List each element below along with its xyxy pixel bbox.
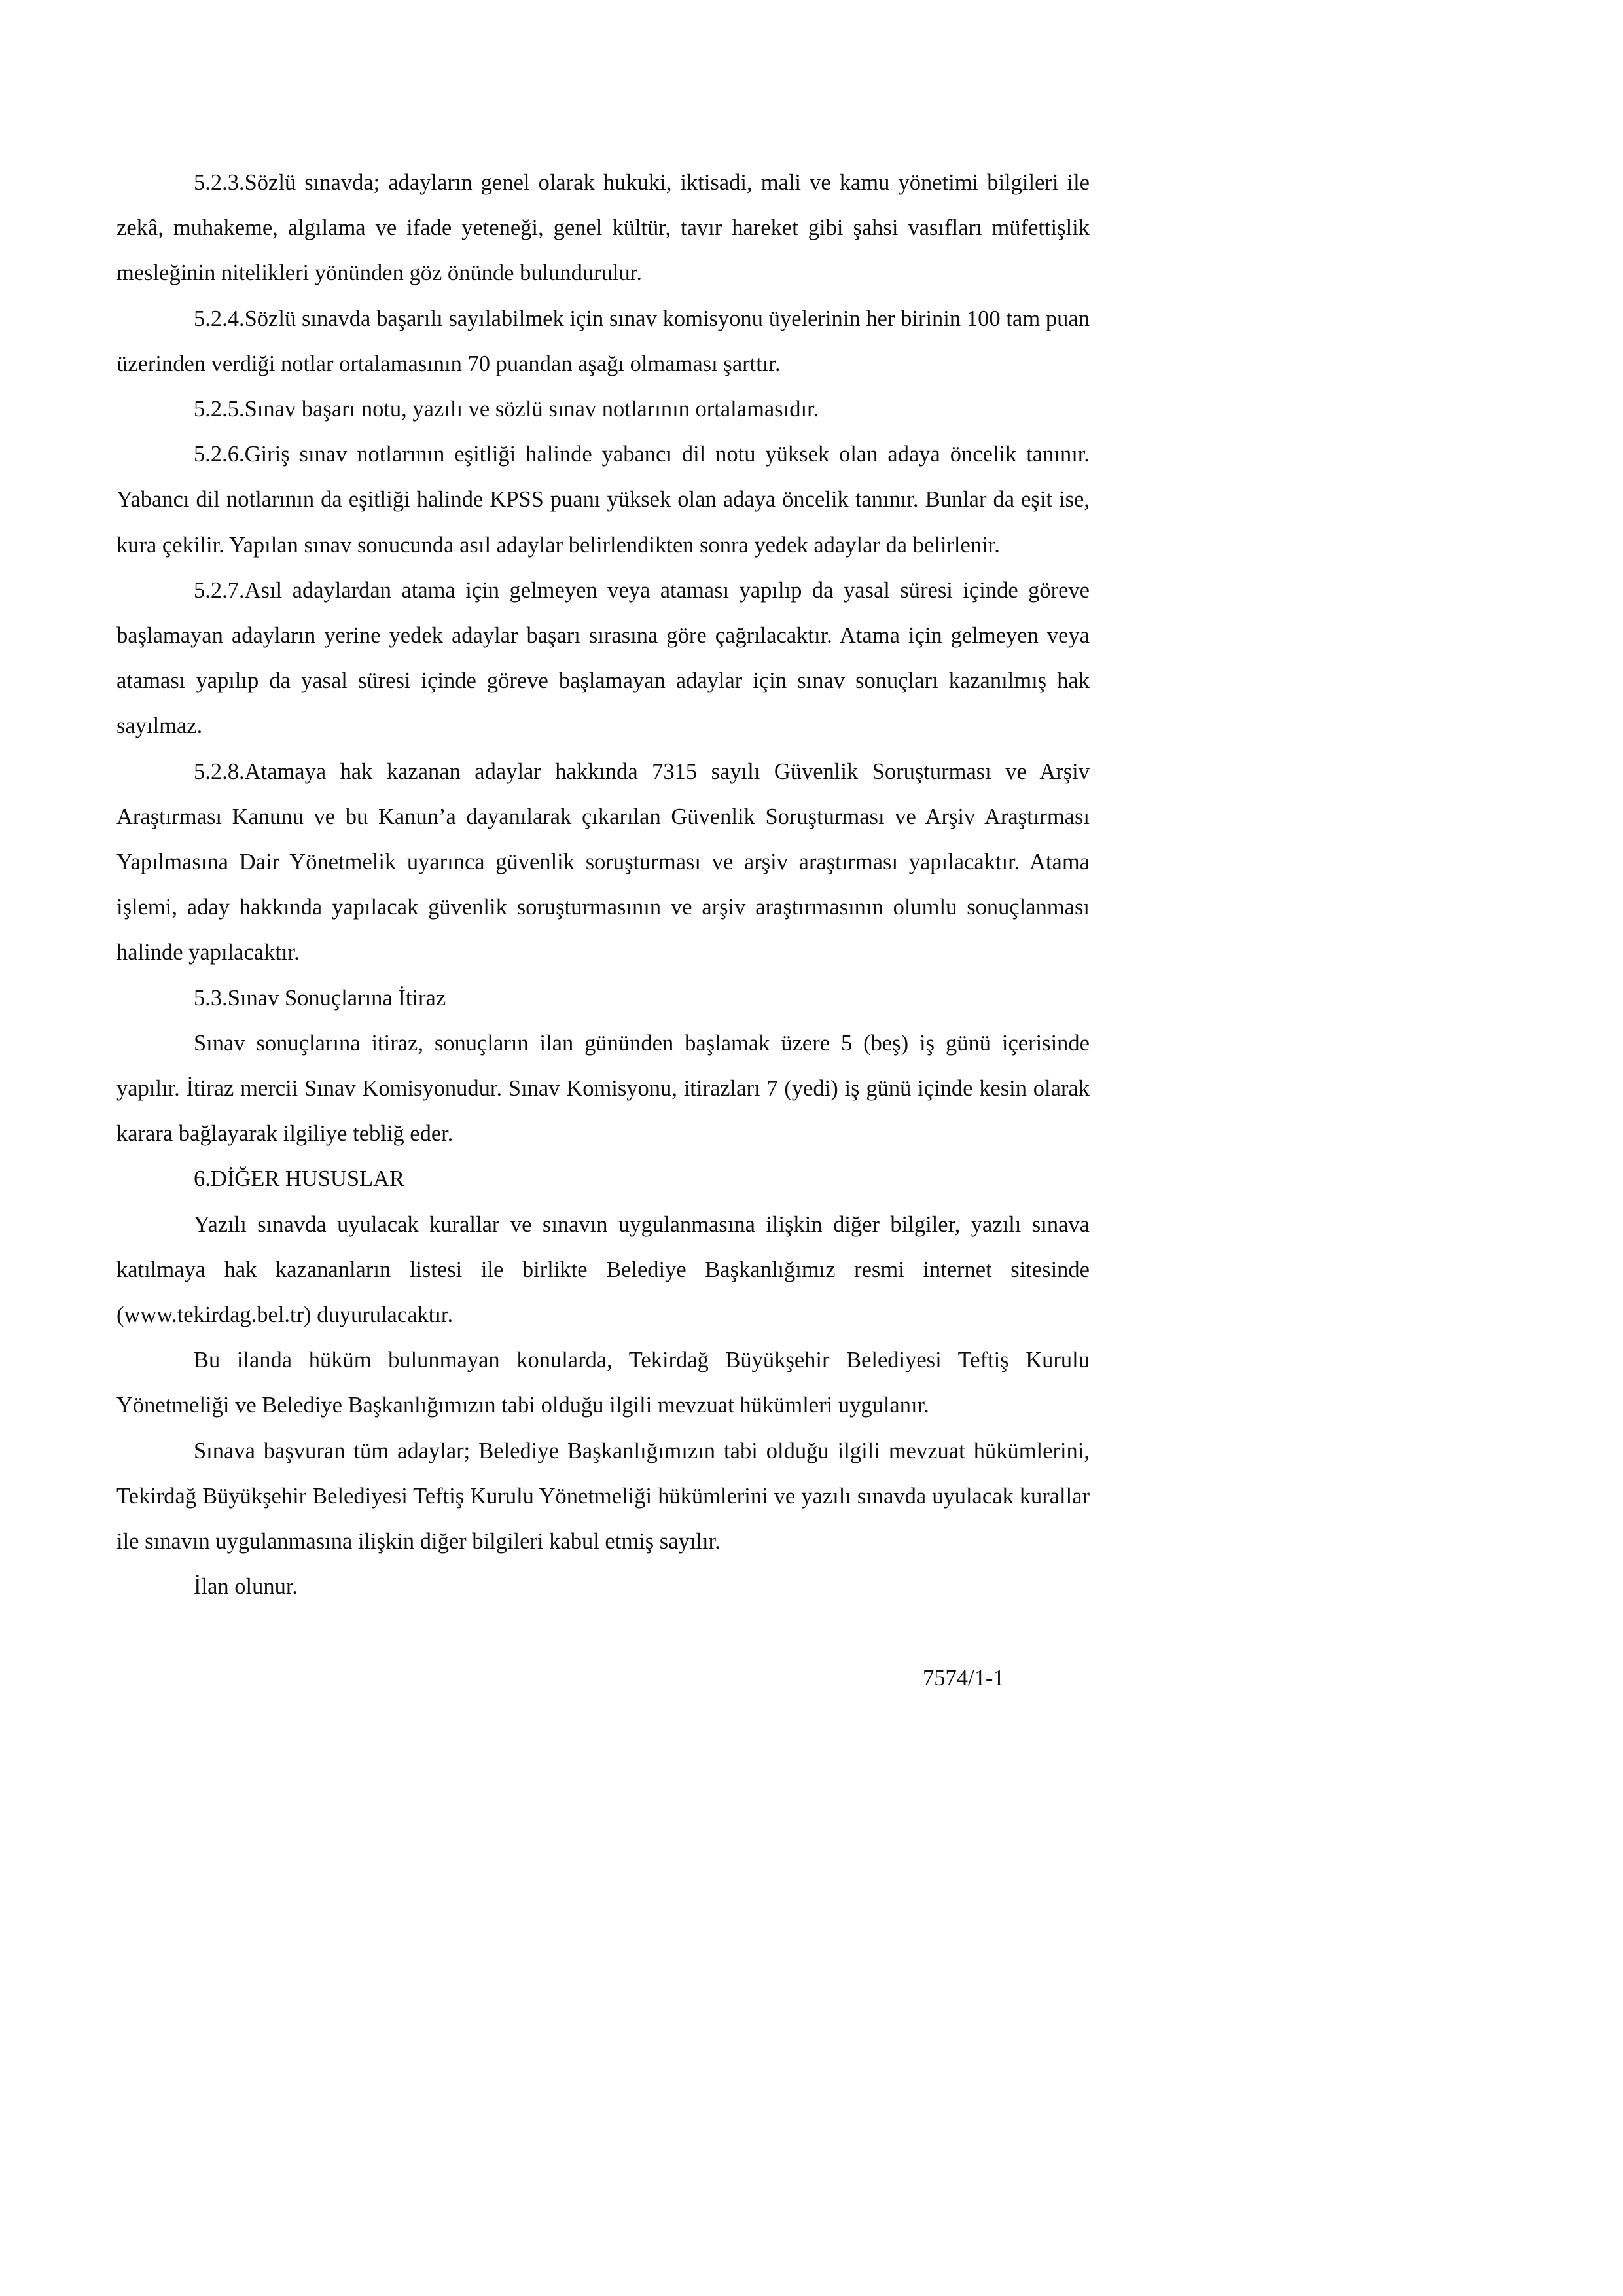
paragraph-written-exam-rules: Yazılı sınavda uyulacak kurallar ve sınavın uygulanmasına ilişkin diğer bilgiler, yazılı sınava katılmaya hak kazananların listesi ile birlikte Belediye Başkanlığımız resmi internet sitesinde (www.tekirdag.bel.tr) duyurulacaktır. — [116, 1211, 1090, 1328]
reference-number: 7574/1-1 — [923, 1666, 1005, 1691]
section-heading-5-3: 5.3.Sınav Sonuçlarına İtiraz — [194, 985, 446, 1011]
closing-statement: İlan olunur. — [194, 1574, 298, 1600]
document-body — [116, 160, 1090, 1610]
paragraph-5-2-6: 5.2.6.Giriş sınav notlarının eşitliği halinde yabancı dil notu yüksek olan adaya öncelik tanınır. Yabancı dil notlarının da eşitliği halinde KPSS puanı yüksek olan adaya öncelik tanınır. Bunlar da eşit ise, kura çekilir. Yapılan sınav sonucunda asıl adaylar belirlendikten sonra yedek adaylar da belirlenir. — [116, 442, 1090, 558]
paragraph-5-2-4: 5.2.4.Sözlü sınavda başarılı sayılabilmek için sınav komisyonu üyelerinin her birinin 100 tam puan üzerinden verdiği notlar ortalamasının 70 puandan aşağı olmaması şarttır. — [116, 306, 1090, 376]
paragraph-5-2-8: 5.2.8.Atamaya hak kazanan adaylar hakkında 7315 sayılı Güvenlik Soruşturması ve Arşiv Araştırması Kanunu ve bu Kanun’a dayanılarak çıkarılan Güvenlik Soruşturması ve Arşiv Araştırması Yapılmasına Dair Yönetmelik uyarınca güvenlik soruşturması ve arşiv araştırması yapılacaktır. Atama işlemi, aday hakkında yapılacak güvenlik soruşturmasının ve arşiv araştırmasının olumlu sonuçlanması halinde yapılacaktır. — [116, 759, 1090, 965]
paragraph-5-2-5: 5.2.5.Sınav başarı notu, yazılı ve sözlü sınav notlarının ortalamasıdır. — [194, 397, 819, 422]
paragraph-5-2-7: 5.2.7.Asıl adaylardan atama için gelmeyen veya ataması yapılıp da yasal süresi içinde göreve başlamayan adayların yerine yedek adaylar başarı sırasına göre çağrılacaktır. Atama için gelmeyen veya ataması yapılıp da yasal süresi içinde göreve başlamayan adaylar için sınav sonuçları kazanılmış hak sayılmaz. — [116, 577, 1090, 739]
paragraph-5-2-3: 5.2.3.Sözlü sınavda; adayların genel olarak hukuki, iktisadi, mali ve kamu yönetimi bilgileri ile zekâ, muhakeme, algılama ve ifade yeteneği, genel kültür, tavır hareket gibi şahsi vasıfları müfettişlik mesleğinin nitelikleri yönünden göz önünde bulundurulur. — [116, 170, 1090, 286]
section-heading-6: 6.DİĞER HUSUSLAR — [194, 1166, 405, 1192]
paragraph-objection: Sınav sonuçlarına itiraz, sonuçların ilan gününden başlamak üzere 5 (beş) iş günü içerisinde yapılır. İtiraz mercii Sınav Komisyonudur. Sınav Komisyonu, itirazları 7 (yedi) iş günü içinde kesin olarak karara bağlayarak ilgiliye tebliğ eder. — [116, 1030, 1090, 1147]
paragraph-applicable-regulations: Bu ilanda hüküm bulunmayan konularda, Tekirdağ Büyükşehir Belediyesi Teftiş Kurulu Yönetmeliği ve Belediye Başkanlığımızın tabi olduğu ilgili mevzuat hükümleri uygulanır. — [116, 1348, 1090, 1418]
paragraph-applicants-acceptance: Sınava başvuran tüm adaylar; Belediye Başkanlığımızın tabi olduğu ilgili mevzuat hükümlerini, Tekirdağ Büyükşehir Belediyesi Teftiş Kurulu Yönetmeliği hükümlerini ve yazılı sınavda uyulacak kurallar ile sınavın uygulanmasına ilişkin diğer bilgileri kabul etmiş sayılır. — [116, 1438, 1090, 1554]
